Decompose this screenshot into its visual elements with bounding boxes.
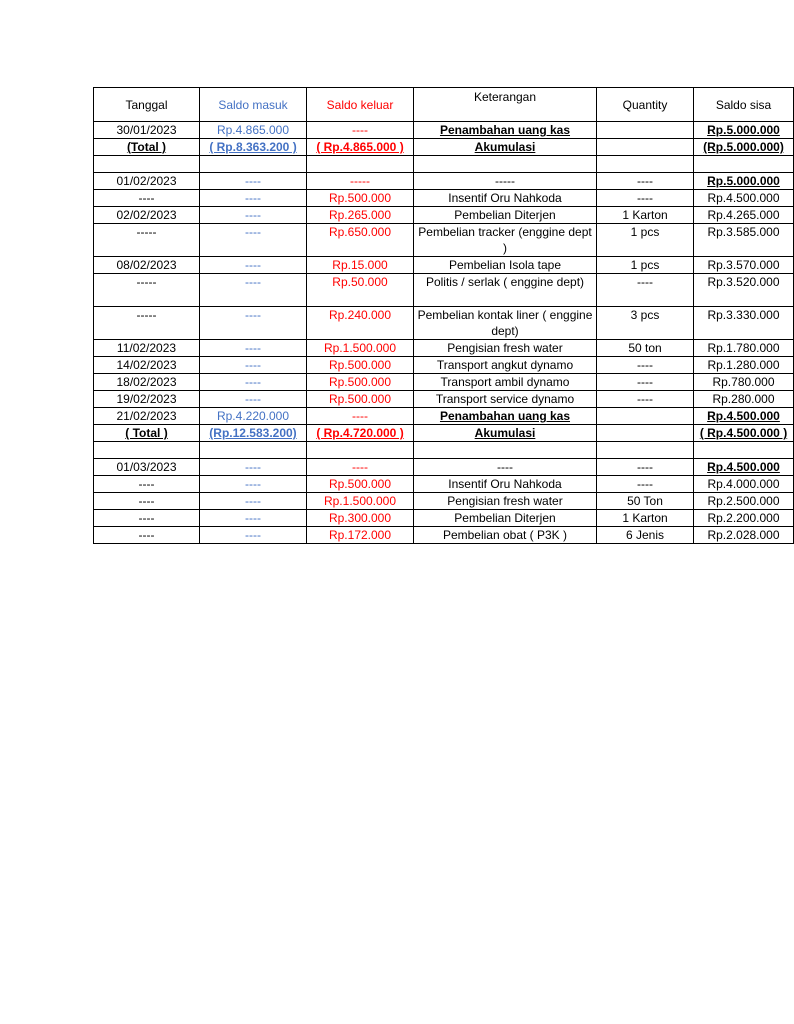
table-row — [94, 510, 794, 527]
quantity-cell: ---- — [597, 173, 694, 190]
keterangan-cell: Pembelian obat ( P3K ) — [414, 527, 597, 544]
quantity-cell: ---- — [597, 391, 694, 408]
saldo-masuk-cell — [200, 156, 307, 173]
table-row — [94, 307, 794, 340]
keterangan-cell: Pembelian Diterjen — [414, 207, 597, 224]
saldo-keluar-cell: Rp.300.000 — [307, 510, 414, 527]
header-quantity: Quantity — [597, 88, 694, 122]
quantity-cell — [597, 425, 694, 442]
date-cell: ---- — [94, 190, 200, 207]
saldo-keluar-cell: ( Rp.4.720.000 ) — [307, 425, 414, 442]
keterangan-cell: Pengisian fresh water — [414, 340, 597, 357]
keterangan-cell: Politis / serlak ( enggine dept) — [414, 274, 597, 307]
saldo-masuk-cell: ---- — [200, 357, 307, 374]
saldo-masuk-cell: (Rp.12.583.200) — [200, 425, 307, 442]
saldo-keluar-cell: Rp.650.000 — [307, 224, 414, 257]
saldo-masuk-cell: ---- — [200, 391, 307, 408]
saldo-masuk-cell: ---- — [200, 190, 307, 207]
saldo-keluar-cell: ---- — [307, 122, 414, 139]
saldo-sisa-cell: Rp.2.200.000 — [694, 510, 794, 527]
keterangan-cell: Pembelian Diterjen — [414, 510, 597, 527]
table-row — [94, 122, 794, 139]
keterangan-cell: Pengisian fresh water — [414, 493, 597, 510]
saldo-sisa-cell: Rp.2.028.000 — [694, 527, 794, 544]
saldo-masuk-cell: ---- — [200, 510, 307, 527]
date-cell: 18/02/2023 — [94, 374, 200, 391]
table-row — [94, 408, 794, 425]
saldo-sisa-cell — [694, 156, 794, 173]
keterangan-cell: Akumulasi — [414, 425, 597, 442]
header-saldo-sisa: Saldo sisa — [694, 88, 794, 122]
date-cell: ---- — [94, 493, 200, 510]
table-row — [94, 274, 794, 307]
date-cell: ----- — [94, 224, 200, 257]
total-row — [94, 425, 794, 442]
keterangan-cell: Transport angkut dynamo — [414, 357, 597, 374]
saldo-sisa-cell: Rp.3.570.000 — [694, 257, 794, 274]
saldo-keluar-cell — [307, 442, 414, 459]
saldo-keluar-cell: Rp.15.000 — [307, 257, 414, 274]
saldo-sisa-cell — [694, 442, 794, 459]
saldo-sisa-cell: Rp.3.520.000 — [694, 274, 794, 307]
total-row — [94, 139, 794, 156]
date-cell: ( Total ) — [94, 425, 200, 442]
quantity-cell — [597, 442, 694, 459]
header-saldo-keluar: Saldo keluar — [307, 88, 414, 122]
saldo-sisa-cell: Rp.4.000.000 — [694, 476, 794, 493]
quantity-cell: ---- — [597, 476, 694, 493]
saldo-keluar-cell: ( Rp.4.865.000 ) — [307, 139, 414, 156]
quantity-cell: ---- — [597, 374, 694, 391]
table-row — [94, 459, 794, 476]
saldo-masuk-cell: ---- — [200, 224, 307, 257]
blank-row — [94, 442, 794, 459]
date-cell: (Total ) — [94, 139, 200, 156]
keterangan-cell: Penambahan uang kas — [414, 408, 597, 425]
keterangan-cell: Penambahan uang kas — [414, 122, 597, 139]
quantity-cell: 6 Jenis — [597, 527, 694, 544]
keterangan-cell — [414, 442, 597, 459]
saldo-keluar-cell: Rp.172.000 — [307, 527, 414, 544]
quantity-cell: ---- — [597, 274, 694, 307]
saldo-keluar-cell: ---- — [307, 408, 414, 425]
quantity-cell — [597, 156, 694, 173]
saldo-keluar-cell: Rp.500.000 — [307, 391, 414, 408]
quantity-cell: 1 Karton — [597, 510, 694, 527]
quantity-cell: 1 pcs — [597, 257, 694, 274]
quantity-cell: 50 ton — [597, 340, 694, 357]
date-cell: ---- — [94, 510, 200, 527]
keterangan-cell: Pembelian kontak liner ( enggine dept) — [414, 307, 597, 340]
date-cell: 30/01/2023 — [94, 122, 200, 139]
quantity-cell — [597, 122, 694, 139]
saldo-masuk-cell: Rp.4.220.000 — [200, 408, 307, 425]
date-cell: 19/02/2023 — [94, 391, 200, 408]
saldo-keluar-cell: ---- — [307, 459, 414, 476]
table-row — [94, 391, 794, 408]
table-row — [94, 207, 794, 224]
saldo-sisa-cell: Rp.3.585.000 — [694, 224, 794, 257]
date-cell: 11/02/2023 — [94, 340, 200, 357]
table-row — [94, 340, 794, 357]
keterangan-cell: Transport service dynamo — [414, 391, 597, 408]
date-cell: 01/02/2023 — [94, 173, 200, 190]
saldo-masuk-cell: ---- — [200, 476, 307, 493]
quantity-cell — [597, 139, 694, 156]
date-cell: 08/02/2023 — [94, 257, 200, 274]
date-cell: 21/02/2023 — [94, 408, 200, 425]
quantity-cell: ---- — [597, 190, 694, 207]
saldo-masuk-cell: ---- — [200, 173, 307, 190]
date-cell: ----- — [94, 307, 200, 340]
quantity-cell: 1 Karton — [597, 207, 694, 224]
saldo-keluar-cell: Rp.500.000 — [307, 357, 414, 374]
quantity-cell: ---- — [597, 459, 694, 476]
saldo-keluar-cell: Rp.1.500.000 — [307, 493, 414, 510]
quantity-cell: 1 pcs — [597, 224, 694, 257]
quantity-cell — [597, 408, 694, 425]
saldo-masuk-cell: Rp.4.865.000 — [200, 122, 307, 139]
header-tanggal: Tanggal — [94, 88, 200, 122]
quantity-cell: ---- — [597, 357, 694, 374]
saldo-masuk-cell: ---- — [200, 459, 307, 476]
saldo-keluar-cell: Rp.500.000 — [307, 374, 414, 391]
date-cell: ---- — [94, 476, 200, 493]
saldo-sisa-cell: Rp.3.330.000 — [694, 307, 794, 340]
keterangan-cell: Insentif Oru Nahkoda — [414, 190, 597, 207]
keterangan-cell: ----- — [414, 173, 597, 190]
saldo-sisa-cell: Rp.4.500.000 — [694, 459, 794, 476]
table-row — [94, 493, 794, 510]
date-cell: ----- — [94, 274, 200, 307]
table-row — [94, 527, 794, 544]
keterangan-cell: Akumulasi — [414, 139, 597, 156]
saldo-sisa-cell: Rp.780.000 — [694, 374, 794, 391]
table-row — [94, 257, 794, 274]
cash-ledger-sheet — [93, 87, 788, 544]
saldo-masuk-cell: ---- — [200, 493, 307, 510]
header-row — [94, 88, 794, 122]
saldo-sisa-cell: Rp.1.280.000 — [694, 357, 794, 374]
date-cell: 14/02/2023 — [94, 357, 200, 374]
table-row — [94, 224, 794, 257]
saldo-keluar-cell: Rp.265.000 — [307, 207, 414, 224]
saldo-keluar-cell: Rp.500.000 — [307, 190, 414, 207]
saldo-masuk-cell: ---- — [200, 257, 307, 274]
table-row — [94, 190, 794, 207]
saldo-keluar-cell: Rp.50.000 — [307, 274, 414, 307]
table-row — [94, 357, 794, 374]
saldo-masuk-cell: ---- — [200, 340, 307, 357]
saldo-sisa-cell: (Rp.5.000.000) — [694, 139, 794, 156]
saldo-masuk-cell: ---- — [200, 207, 307, 224]
date-cell: ---- — [94, 527, 200, 544]
saldo-masuk-cell: ---- — [200, 527, 307, 544]
date-cell — [94, 442, 200, 459]
saldo-masuk-cell — [200, 442, 307, 459]
ledger-table — [93, 87, 794, 544]
saldo-keluar-cell: Rp.500.000 — [307, 476, 414, 493]
saldo-sisa-cell: Rp.5.000.000 — [694, 173, 794, 190]
keterangan-cell: ---- — [414, 459, 597, 476]
header-keterangan: Keterangan — [414, 88, 597, 122]
saldo-sisa-cell: Rp.4.500.000 — [694, 190, 794, 207]
saldo-masuk-cell: ---- — [200, 307, 307, 340]
saldo-masuk-cell: ( Rp.8.363.200 ) — [200, 139, 307, 156]
saldo-keluar-cell: Rp.240.000 — [307, 307, 414, 340]
saldo-sisa-cell: Rp.4.500.000 — [694, 408, 794, 425]
date-cell: 01/03/2023 — [94, 459, 200, 476]
saldo-sisa-cell: Rp.2.500.000 — [694, 493, 794, 510]
saldo-sisa-cell: Rp.4.265.000 — [694, 207, 794, 224]
saldo-masuk-cell: ---- — [200, 374, 307, 391]
saldo-keluar-cell: Rp.1.500.000 — [307, 340, 414, 357]
table-row — [94, 476, 794, 493]
keterangan-cell: Transport ambil dynamo — [414, 374, 597, 391]
saldo-sisa-cell: ( Rp.4.500.000 ) — [694, 425, 794, 442]
quantity-cell: 50 Ton — [597, 493, 694, 510]
keterangan-cell: Pembelian tracker (enggine dept ) — [414, 224, 597, 257]
quantity-cell: 3 pcs — [597, 307, 694, 340]
blank-row — [94, 156, 794, 173]
keterangan-cell: Pembelian Isola tape — [414, 257, 597, 274]
saldo-keluar-cell — [307, 156, 414, 173]
saldo-sisa-cell: Rp.1.780.000 — [694, 340, 794, 357]
saldo-masuk-cell: ---- — [200, 274, 307, 307]
ledger-body — [94, 88, 794, 544]
keterangan-cell — [414, 156, 597, 173]
table-row — [94, 173, 794, 190]
saldo-sisa-cell: Rp.5.000.000 — [694, 122, 794, 139]
date-cell — [94, 156, 200, 173]
saldo-keluar-cell: ----- — [307, 173, 414, 190]
keterangan-cell: Insentif Oru Nahkoda — [414, 476, 597, 493]
date-cell: 02/02/2023 — [94, 207, 200, 224]
saldo-sisa-cell: Rp.280.000 — [694, 391, 794, 408]
table-row — [94, 374, 794, 391]
header-saldo-masuk: Saldo masuk — [200, 88, 307, 122]
